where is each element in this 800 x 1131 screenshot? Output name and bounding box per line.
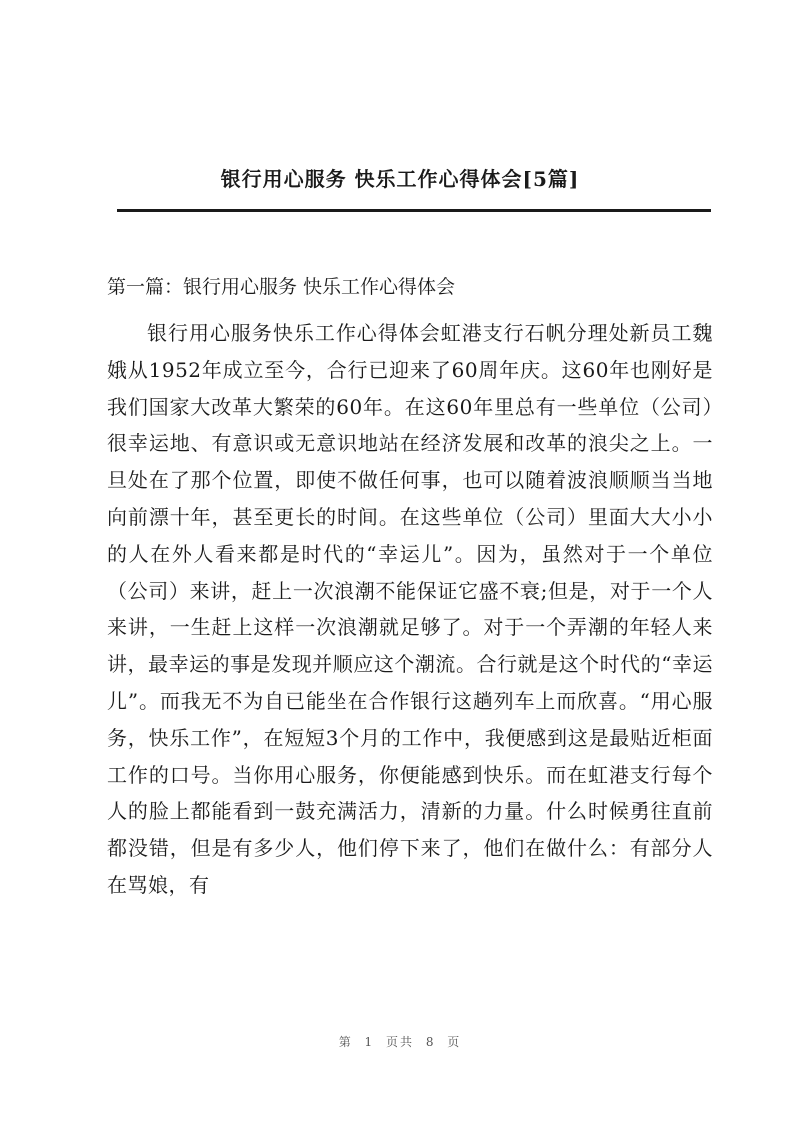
body-paragraph: 银行用心服务快乐工作心得体会虹港支行石帆分理处新员工魏娥从1952年成立至今，合行已迎来了60周年庆。这60年也刚好是我们国家大改革大繁荣的60年。在这60年里总有一些单位（公司）很幸运地、有意识或无意识地站在经济发展和改革的浪尖之上。一旦处在了那个位置，即使不做任何事，也可以随着波浪顺顺当当地向前漂十年，甚至更长的时间。在这些单位（公司）里面大大小小的人在外人看来都是时代的“幸运儿”。因为，虽然对于一个单位（公司）来讲，赶上一次浪潮不能保证它盛不衰;但是，对于一个人来讲，一生赶上这样一次浪潮就足够了。对于一个弄潮的年轻人来讲，最幸运的事是发现并顺应这个潮流。合行就是这个时代的“幸运儿”。而我无不为自已能坐在合作银行这趟列车上而欣喜。“用心服务，快乐工作”，在短短3个月的工作中，我便感到这是最贴近柜面工作的口号。当你用心服务，你便能感到快乐。而在虹港支行每个人的脸上都能看到一鼓充满活力，清新的力量。什么时候勇往直前都没错，但是有多少人，他们停下来了，他们在做什么：有部分人在骂娘，有 bbox=[107, 321, 713, 897]
section-heading: 第一篇：银行用心服务 快乐工作心得体会 bbox=[107, 276, 456, 298]
page-footer: 第 1 页共 8 页 bbox=[338, 1035, 462, 1049]
document-title: 银行用心服务 快乐工作心得体会[5篇] bbox=[220, 167, 580, 191]
title-divider bbox=[117, 209, 711, 212]
